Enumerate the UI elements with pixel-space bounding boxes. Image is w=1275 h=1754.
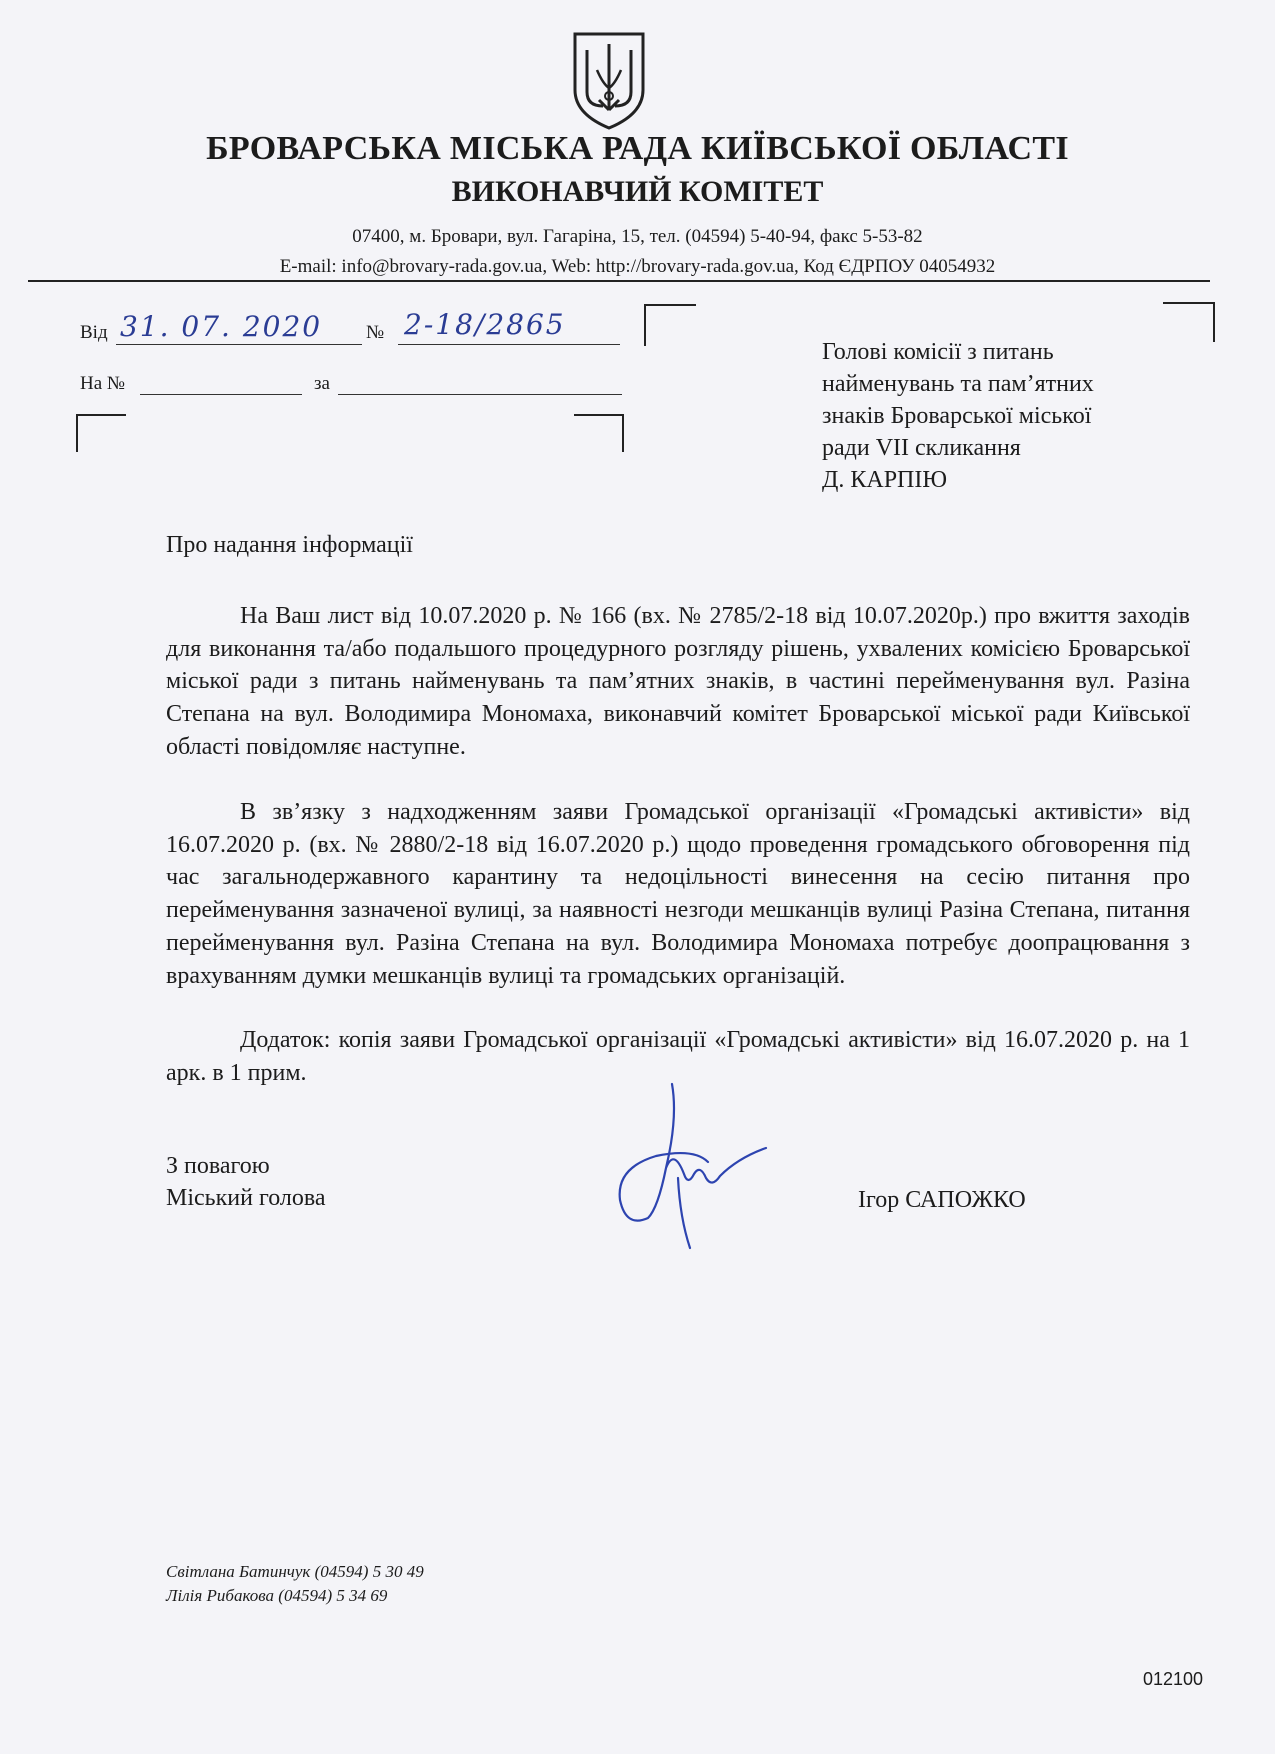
executor-line: Лілія Рибакова (04594) 5 34 69: [166, 1586, 388, 1605]
corner-bracket: [76, 414, 126, 452]
form-code: 012100: [1143, 1669, 1204, 1689]
addressee-line: ради VII скликання: [822, 435, 1021, 461]
signature-block: [166, 1150, 326, 1214]
addressee-line: Голові комісії з питань: [822, 339, 1054, 365]
organization-name: БРОВАРСЬКА МІСЬКА РАДА КИЇВСЬКОЇ ОБЛАСТІ: [206, 130, 1069, 167]
coat-of-arms-emblem: [569, 30, 649, 130]
executors-block: [166, 1560, 424, 1608]
reply-date-underline: [338, 394, 622, 395]
addressee-line: знаків Броварської міської: [822, 403, 1092, 429]
handwritten-signature: [608, 1078, 778, 1258]
date-underline: [116, 344, 362, 345]
body-paragraph: На Ваш лист від 10.07.2020 р. № 166 (вх. № 2785/2-18 від 10.07.2020р.) про вжиття заходів для виконання та/або подальшого процедурного розгляду рішень, ухвалених комісією Броварської міської ради з питань найменувань та пам’ятних знаків, в частині перейменування вул. Разіна Степана на вул. Володимира Мономаха, виконавчий комітет Броварської міської ради Київської області повідомляє наступне.: [166, 603, 1190, 760]
signatory-name: Ігор САПОЖКО: [858, 1187, 1026, 1213]
committee-name: ВИКОНАВЧИЙ КОМІТЕТ: [451, 175, 824, 208]
addressee-line: найменувань та пам’ятних: [822, 371, 1094, 397]
body-paragraph: В зв’язку з надходженням заяви Громадської організації «Громадські активісти» від 16.07.2020 р. (вх. № 2880/2-18 від 16.07.2020 р.) щодо проведення громадського обговорення під час загальнодержавного карантину та недоцільності винесення на сесію питання про перейменування зазначеної вулиці, за наявності незгоди мешканців вулиці Разіна Степана, питання перейменування вул. Разіна Степана на вул. Володимира Мономаха потребує доопрацювання з врахуванням думки мешканців вулиці та громадських організацій.: [166, 799, 1190, 989]
reply-date-label: за: [314, 373, 330, 394]
attachment-paragraph: Додаток: копія заяви Громадської організації «Громадські активісти» від 16.07.2020 р. на 1 арк. в 1 прим.: [166, 1027, 1190, 1086]
letter-subject: Про надання інформації: [166, 532, 413, 558]
closing-phrase: З повагою: [166, 1153, 270, 1179]
reply-number-underline: [140, 394, 302, 395]
contact-line: E-mail: info@brovary-rada.gov.ua, Web: http://brovary-rada.gov.ua, Код ЄДРПОУ 04054932: [279, 256, 996, 277]
executor-line: Світлана Батинчук (04594) 5 30 49: [166, 1562, 424, 1581]
header-divider: [28, 280, 1210, 282]
number-label: №: [366, 322, 385, 343]
address-line: 07400, м. Бровари, вул. Гагаріна, 15, тел. (04594) 5-40-94, факс 5-53-82: [352, 226, 923, 247]
corner-bracket: [574, 414, 624, 452]
addressee-block: [822, 336, 1182, 496]
number-underline: [398, 344, 620, 345]
signatory-position: Міський голова: [166, 1185, 326, 1211]
reply-to-number-label: На №: [80, 373, 126, 394]
outgoing-date-handwritten: 31. 07. 2020: [120, 310, 323, 343]
outgoing-number-handwritten: 2-18/2865: [404, 308, 566, 341]
from-label: Від: [80, 322, 108, 343]
corner-bracket: [644, 304, 696, 346]
addressee-name: Д. КАРПІЮ: [822, 467, 948, 493]
